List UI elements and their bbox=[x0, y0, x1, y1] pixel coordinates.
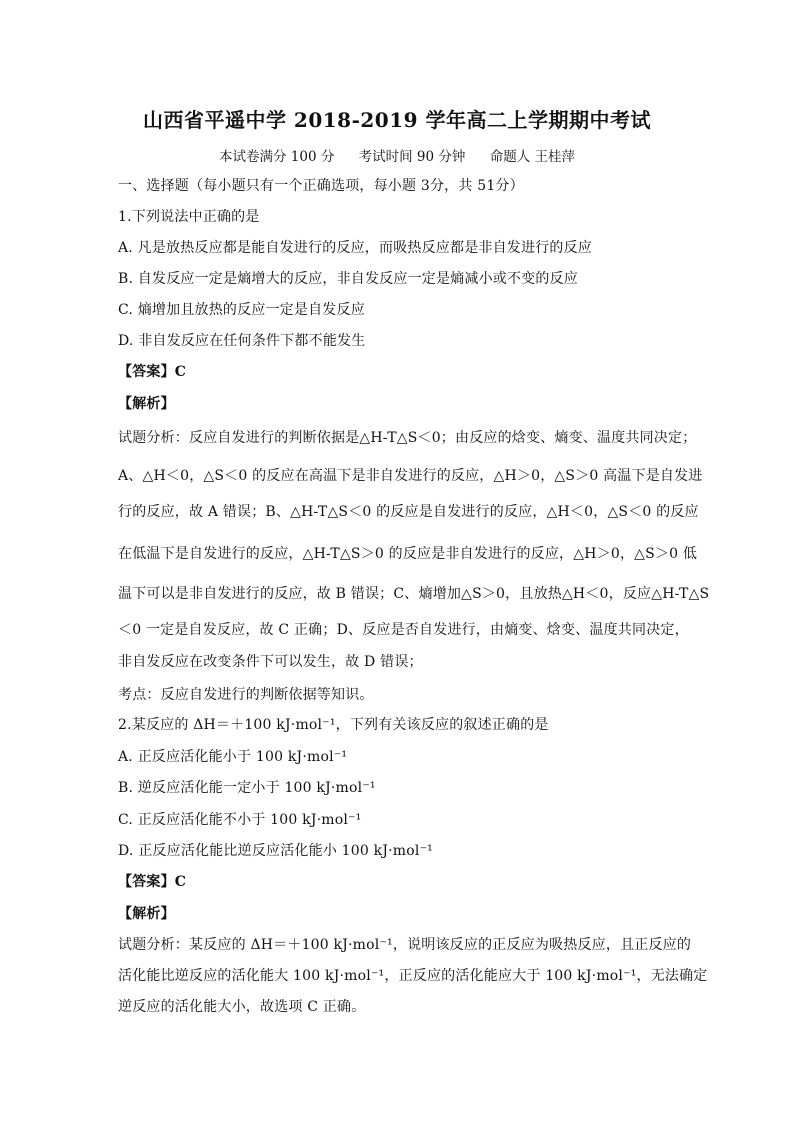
author-text: 命题人 王桂萍 bbox=[489, 149, 575, 165]
question-2-option-a: A. 正反应活化能小于 100 kJ·mol⁻¹ bbox=[118, 749, 348, 765]
question-1-option-a: A. 凡是放热反应都是能自发进行的反应，而吸热反应都是非自发进行的反应 bbox=[118, 240, 593, 256]
question-1-kaodian: 考点：反应自发进行的判断依据等知识。 bbox=[118, 687, 374, 703]
question-2-stem: 2.某反应的 ΔH＝＋100 kJ·mol⁻¹，下列有关该反应的叙述正确的是 bbox=[118, 717, 549, 733]
section-heading: 一、选择题（每小题只有一个正确选项，每小题 3分，共 51分） bbox=[118, 178, 524, 194]
question-1-analysis-line: A、△H＜0，△S＜0 的反应在高温下是非自发进行的反应，△H＞0，△S＞0 高温下是自发进 bbox=[118, 468, 703, 484]
exam-time-text: 考试时间 90 分钟 bbox=[358, 149, 466, 165]
full-score-text: 本试卷满分 100 分 bbox=[218, 149, 335, 165]
question-1-analysis-line: 温下可以是非自发进行的反应，故 B 错误；C、熵增加△S＞0，且放热△H＜0，反应△H-T△S bbox=[118, 586, 710, 602]
question-1-stem: 1.下列说法中正确的是 bbox=[118, 209, 260, 225]
question-1-option-d: D. 非自发反应在任何条件下都不能发生 bbox=[118, 333, 366, 349]
question-2-option-c: C. 正反应活化能不小于 100 kJ·mol⁻¹ bbox=[118, 812, 362, 828]
question-2-answer: 【答案】C bbox=[118, 874, 187, 890]
question-1-option-b: B. 自发反应一定是熵增大的反应，非自发反应一定是熵减小或不变的反应 bbox=[118, 271, 578, 287]
question-2-analysis-label: 【解析】 bbox=[118, 906, 175, 922]
question-1-option-c: C. 熵增加且放热的反应一定是自发反应 bbox=[118, 302, 365, 318]
exam-meta bbox=[0, 145, 794, 165]
question-2-option-b: B. 逆反应活化能一定小于 100 kJ·mol⁻¹ bbox=[118, 780, 376, 796]
question-2-analysis-line: 试题分析：某反应的 ΔH＝＋100 kJ·mol⁻¹，说明该反应的正反应为吸热反应，且正反应的 bbox=[118, 937, 692, 953]
question-1-analysis-line: ＜0 一定是自发反应，故 C 正确；D、反应是否自发进行，由熵变、焓变、温度共同决定， bbox=[118, 622, 689, 638]
question-2-analysis-line: 逆反应的活化能大小，故选项 C 正确。 bbox=[118, 999, 366, 1015]
question-1-analysis-line: 非自发反应在改变条件下可以发生，故 D 错误； bbox=[118, 654, 423, 670]
page-title: 山西省平遥中学 2018-2019 学年高二上学期期中考试 bbox=[142, 108, 652, 132]
question-1-analysis-line: 在低温下是自发进行的反应，△H-T△S＞0 的反应是非自发进行的反应，△H＞0，△S＞0 低 bbox=[118, 546, 698, 562]
question-1-analysis-line: 试题分析：反应自发进行的判断依据是△H-T△S＜0；由反应的焓变、熵变、温度共同决定； bbox=[118, 430, 697, 446]
question-2-option-d: D. 正反应活化能比逆反应活化能小 100 kJ·mol⁻¹ bbox=[118, 843, 433, 859]
question-1-analysis-line: 行的反应，故 A 错误；B、△H-T△S＜0 的反应是自发进行的反应，△H＜0，△S＜0 的反应 bbox=[118, 504, 699, 520]
question-2-analysis-line: 活化能比逆反应的活化能大 100 kJ·mol⁻¹，正反应的活化能应大于 100 kJ·mol⁻¹，无法确定 bbox=[118, 968, 708, 984]
question-1-analysis-label: 【解析】 bbox=[118, 396, 175, 412]
question-1-answer: 【答案】C bbox=[118, 364, 187, 380]
